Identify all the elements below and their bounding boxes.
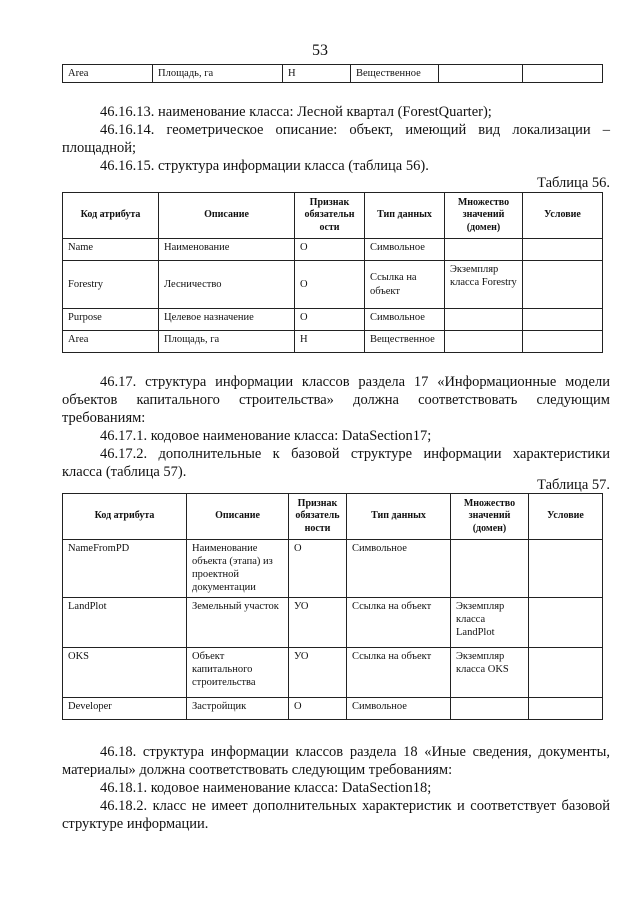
table-row [63, 648, 603, 698]
paragraph: 46.18. структура информации классов раздела 18 «Иные сведения, документы, [100, 744, 610, 760]
table-cell: Экземпляр класса LandPlot [451, 598, 529, 648]
table-cell [529, 698, 603, 720]
table-57 [62, 493, 603, 720]
paragraph: 46.18.1. кодовое наименование класса: DataSection18; [100, 780, 432, 796]
paragraph: 46.17.2. дополнительные к базовой структуре информации характеристики [100, 446, 610, 462]
column-header-domain: Множество значений (домен) [445, 193, 523, 239]
table-cell: О [295, 309, 365, 331]
column-header-type: Тип данных [365, 193, 445, 239]
table-cell [451, 540, 529, 598]
table-cell: УО [289, 648, 347, 698]
table-cell: О [295, 261, 365, 309]
table-cell: Forestry [63, 261, 159, 309]
table-cell: Developer [63, 698, 187, 720]
table-cell [523, 239, 603, 261]
paragraph: 46.18.2. класс не имеет дополнительных характеристик и соответствует базовой [100, 798, 610, 814]
top-table [62, 64, 603, 83]
table-cell: Вещественное [365, 331, 445, 353]
table-cell: Символьное [365, 239, 445, 261]
table-cell: Объект капитального строительства [187, 648, 289, 698]
table-cell [445, 331, 523, 353]
table-cell: Лесничество [159, 261, 295, 309]
table-row [63, 698, 603, 720]
paragraph: 46.16.15. структура информации класса (таблица 56). [100, 158, 429, 174]
table-cell: О [289, 698, 347, 720]
table-cell: Экземпляр класса OKS [451, 648, 529, 698]
page-number: 53 [312, 42, 328, 59]
table-cell: Наименование объекта (этапа) из проектной документации [187, 540, 289, 598]
column-header-description: Описание [159, 193, 295, 239]
table-row [63, 331, 603, 353]
table-cell: Н [283, 65, 351, 83]
table-cell: Purpose [63, 309, 159, 331]
table-caption: Таблица 56. [537, 175, 610, 191]
paragraph: объектов капитального строительства» должна соответствовать следующим [62, 392, 610, 408]
table-cell [529, 540, 603, 598]
column-header-code: Код атрибута [63, 494, 187, 540]
table-cell: Земельный участок [187, 598, 289, 648]
table-row [63, 540, 603, 598]
table-row [63, 261, 603, 309]
table-cell [523, 309, 603, 331]
table-cell: Наименование [159, 239, 295, 261]
table-cell: Символьное [347, 698, 451, 720]
table-cell [523, 261, 603, 309]
column-header-domain: Множество значений (домен) [451, 494, 529, 540]
column-header-required: Признак обязательн ости [295, 193, 365, 239]
table-caption: Таблица 57. [537, 477, 610, 493]
table-cell: Целевое назначение [159, 309, 295, 331]
table-row [63, 309, 603, 331]
table-cell [445, 239, 523, 261]
table-56 [62, 192, 603, 353]
column-header-type: Тип данных [347, 494, 451, 540]
table-cell: LandPlot [63, 598, 187, 648]
paragraph: структуре информации. [62, 816, 209, 832]
table-cell: Ссылка на объект [347, 648, 451, 698]
table-cell: NameFromPD [63, 540, 187, 598]
table-cell [445, 309, 523, 331]
table-cell [529, 598, 603, 648]
table-cell [439, 65, 523, 83]
table-cell: Ссылка на объект [365, 261, 445, 309]
paragraph: 46.16.14. геометрическое описание: объект, имеющий вид локализации – [100, 122, 610, 138]
paragraph: 46.16.13. наименование класса: Лесной квартал (ForestQuarter); [100, 104, 492, 120]
table-cell: Area [63, 65, 153, 83]
table-cell: OKS [63, 648, 187, 698]
paragraph: класса (таблица 57). [62, 464, 187, 480]
table-cell: О [295, 239, 365, 261]
table-cell: Площадь, га [159, 331, 295, 353]
table-cell: Экземпляр класса Forestry [445, 261, 523, 309]
column-header-condition: Условие [529, 494, 603, 540]
table-cell: Символьное [347, 540, 451, 598]
table-cell: Name [63, 239, 159, 261]
table-header-row [63, 494, 603, 540]
paragraph: требованиям: [62, 410, 146, 426]
table-header-row [63, 193, 603, 239]
table-cell: Area [63, 331, 159, 353]
paragraph: материалы» должна соответствовать следующим требованиям: [62, 762, 453, 778]
table-row [63, 65, 603, 83]
table-cell [523, 65, 603, 83]
table-cell: Застройщик [187, 698, 289, 720]
table-cell: Символьное [365, 309, 445, 331]
table-cell: УО [289, 598, 347, 648]
table-cell: Ссылка на объект [347, 598, 451, 648]
column-header-required: Признак обязатель ности [289, 494, 347, 540]
column-header-description: Описание [187, 494, 289, 540]
table-row [63, 598, 603, 648]
table-cell [529, 648, 603, 698]
paragraph: 46.17.1. кодовое наименование класса: DataSection17; [100, 428, 432, 444]
paragraph: 46.17. структура информации классов раздела 17 «Информационные модели [100, 374, 610, 390]
table-cell: Вещественное [351, 65, 439, 83]
paragraph: площадной; [62, 140, 137, 156]
column-header-code: Код атрибута [63, 193, 159, 239]
table-cell: О [289, 540, 347, 598]
table-cell [523, 331, 603, 353]
table-row [63, 239, 603, 261]
table-cell: Площадь, га [153, 65, 283, 83]
table-cell [451, 698, 529, 720]
table-cell: Н [295, 331, 365, 353]
column-header-condition: Условие [523, 193, 603, 239]
